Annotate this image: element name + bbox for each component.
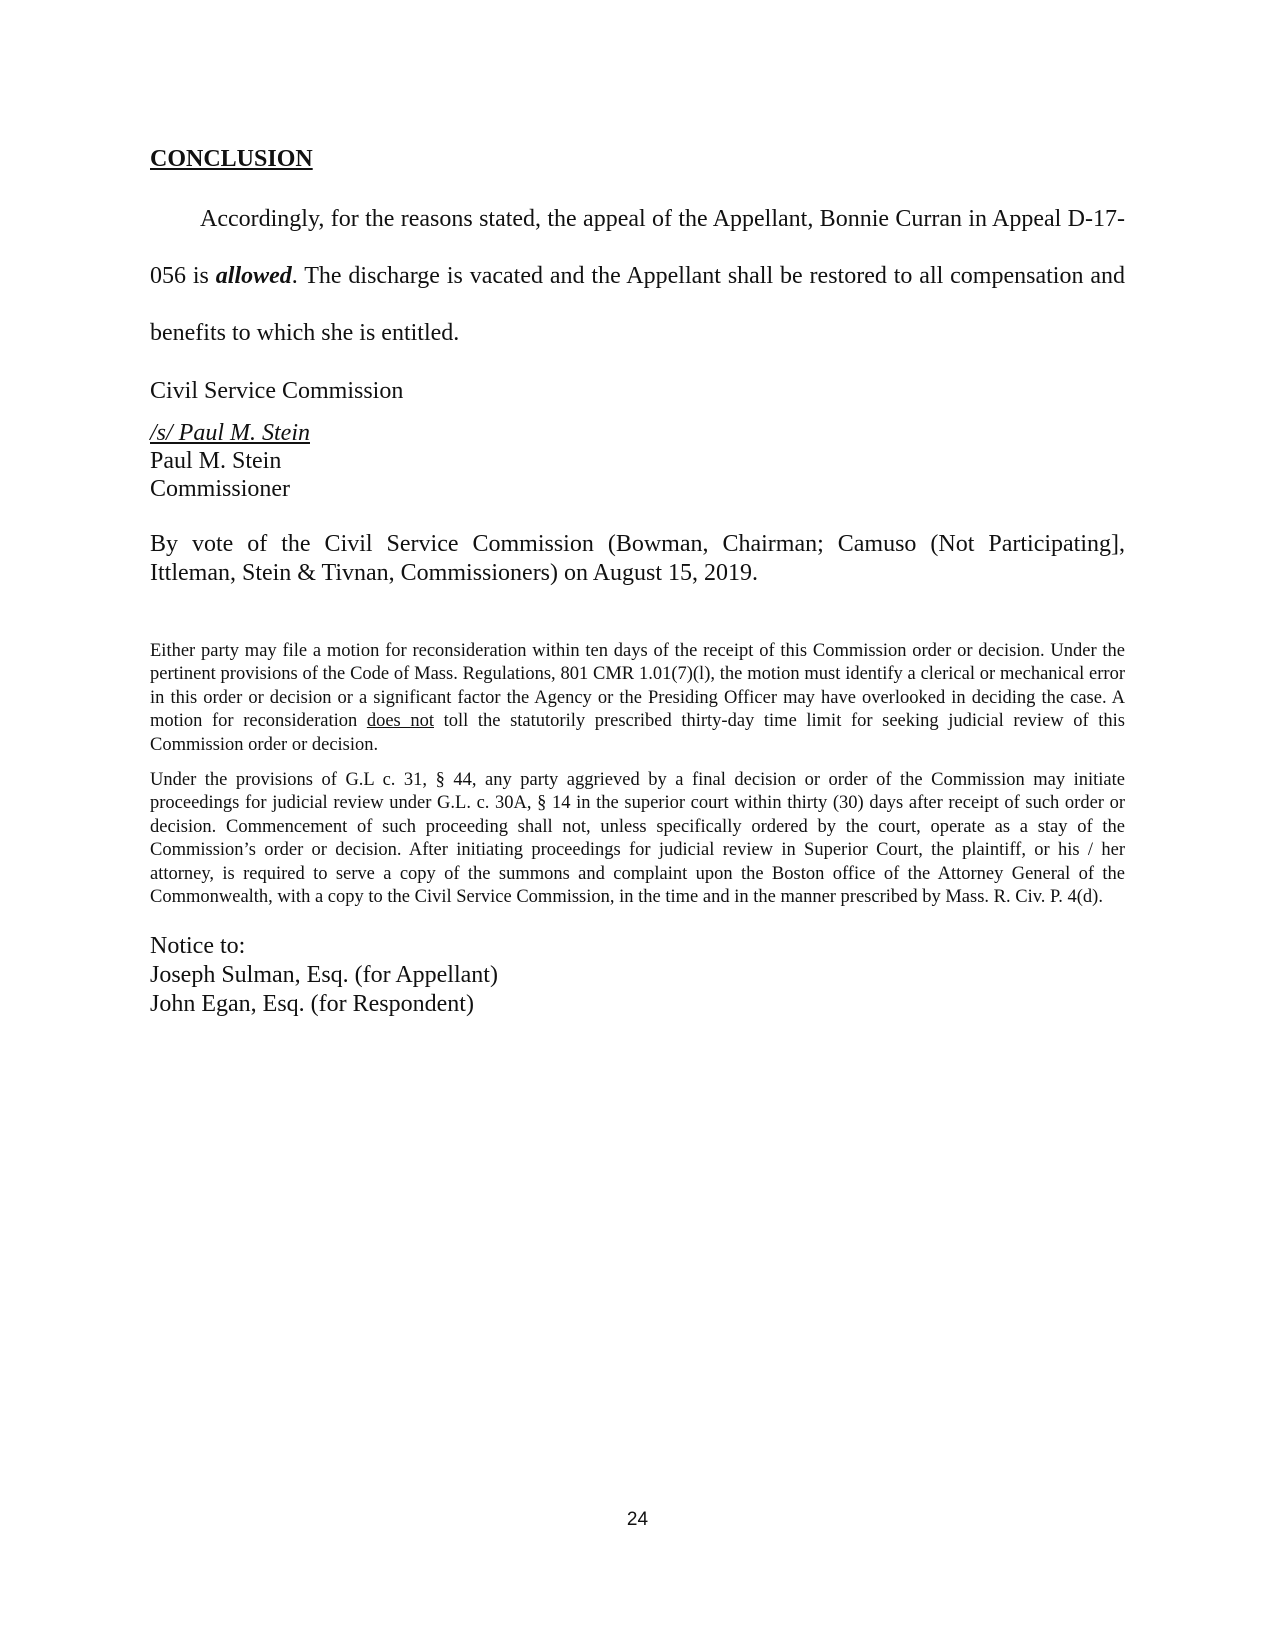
reconsideration-text-part2: toll the statutorily prescribed thirty-day time limit for seeking judicial review of this Commission order or decision. xyxy=(150,711,1125,755)
page-content xyxy=(150,145,1125,1019)
page-number: 24 xyxy=(626,1509,649,1530)
conclusion-emphasis: allowed xyxy=(215,263,292,289)
reconsideration-text-part1: Either party may file a motion for reconsideration within ten days of the receipt of this Commission order or decision. Under the pertinent provisions of the Code of Mass. Regulations, 801 CMR 1.01(7)(l), the motion must identify a clerical or mechanical error in this order or decision or a significant factor the Agency or the Presiding Officer may have overlooked in deciding the case. A motion for reconsideration xyxy=(150,641,1125,732)
section-heading: CONCLUSION xyxy=(150,146,313,172)
signatory-name: Paul M. Stein xyxy=(150,448,282,474)
vote-statement: By vote of the Civil Service Commission (Bowman, Chairman; Camuso (Not Participating], Ittleman, Stein & Tivnan, Commissioners) on August 15, 2019. xyxy=(150,531,1125,586)
notice-recipient: Joseph Sulman, Esq. (for Appellant) xyxy=(150,962,498,989)
signatory-title: Commissioner xyxy=(150,476,291,502)
conclusion-text-part1: Accordingly, for the reasons stated, the appeal of the Appellant, Bonnie Curran in Appeal D-17-056 is xyxy=(150,206,1125,289)
notice-recipient: John Egan, Esq. (for Respondent) xyxy=(150,991,474,1018)
notice-block xyxy=(150,932,1125,1019)
reconsideration-underlined: does not xyxy=(366,711,434,732)
conclusion-paragraph xyxy=(150,191,1125,362)
signature-block xyxy=(150,419,1125,503)
conclusion-text-part2: . The discharge is vacated and the Appellant shall be restored to all compensation and benefits to which she is entitled. xyxy=(150,263,1125,346)
commission-name: Civil Service Commission xyxy=(150,378,404,404)
reconsideration-paragraph xyxy=(150,640,1125,757)
notice-label: Notice to: xyxy=(150,933,246,960)
signed-line: /s/ Paul M. Stein xyxy=(150,420,310,446)
judicial-review-paragraph: Under the provisions of G.L c. 31, § 44, any party aggrieved by a final decision or order of the Commission may initiate proceedings for judicial review under G.L. c. 30A, § 14 in the superior court within thirty (30) days after receipt of such order or decision. Commencement of such proceeding shall not, unless specifically ordered by the court, operate as a stay of the Commission’s order or decision. After initiating proceedings for judicial review in Superior Court, the plaintiff, or his / her attorney, is required to serve a copy of the summons and complaint upon the Boston office of the Attorney General of the Commonwealth, with a copy to the Civil Service Commission, in the time and in the manner prescribed by Mass. R. Civ. P. 4(d). xyxy=(150,770,1125,908)
